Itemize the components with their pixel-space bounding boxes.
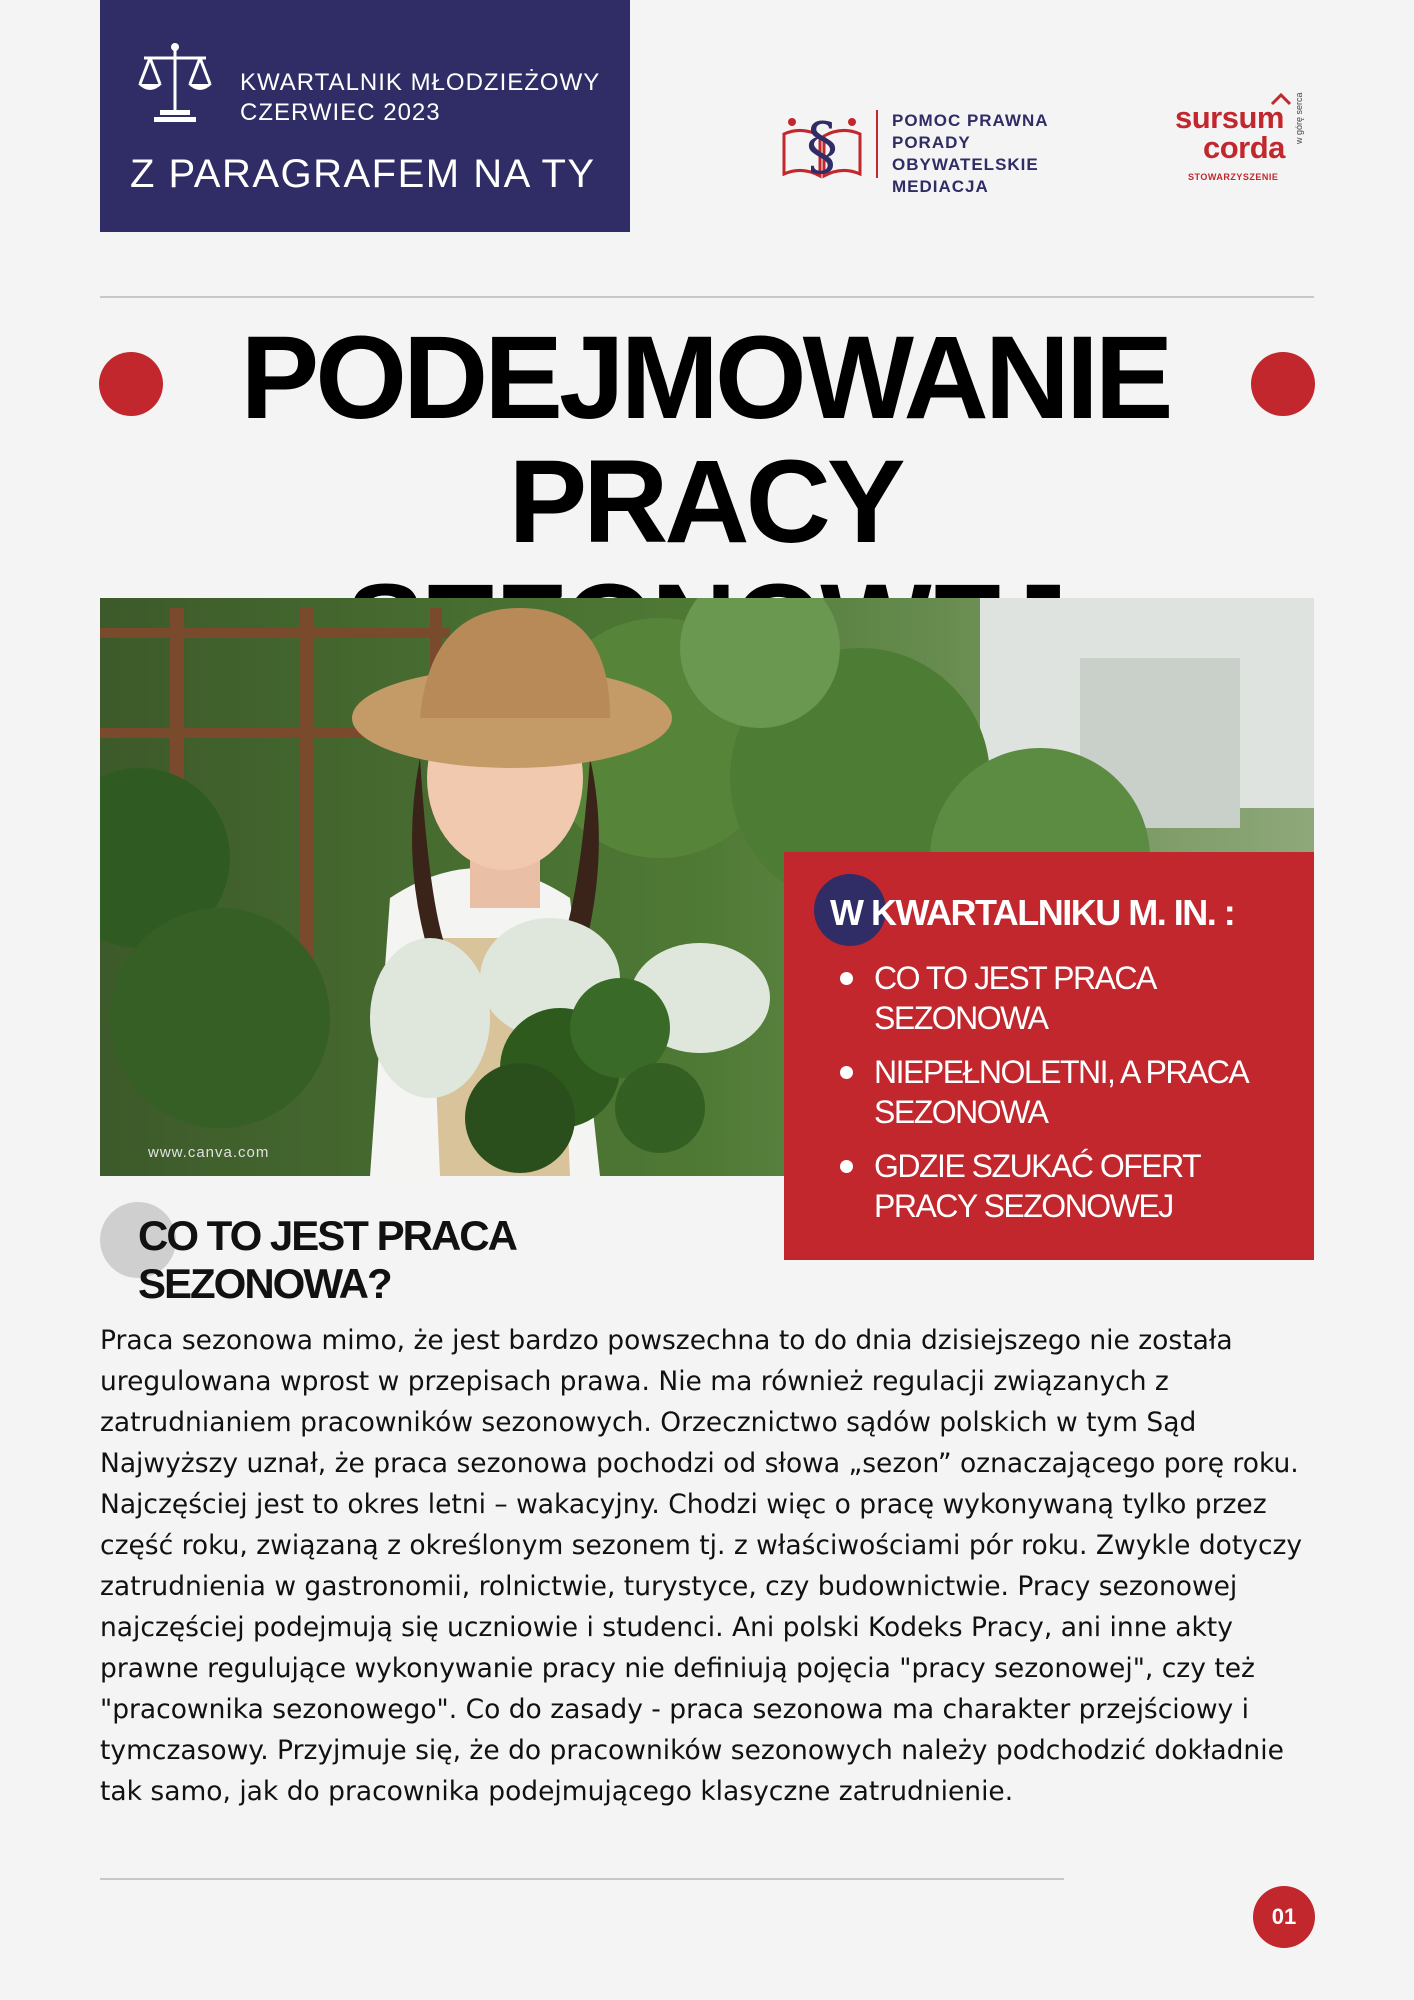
highlight-item-text: CO TO JEST PRACA SEZONOWA (874, 960, 1155, 1036)
bullet-dot (840, 1066, 853, 1079)
pomoc-line-2: PORADY OBYWATELSKIE (892, 133, 1039, 174)
sursum-subtitle: STOWARZYSZENIE (1188, 172, 1279, 182)
title-line-2: PRACY (508, 436, 902, 568)
pomoc-prawna-text (892, 110, 1120, 198)
pomoc-line-1: POMOC PRAWNA (892, 111, 1049, 130)
highlights-heading: W KWARTALNIKU M. IN. : (830, 892, 1235, 933)
pomoc-prawna-logo (780, 104, 1120, 196)
paragraph-book-icon (780, 104, 864, 184)
section-body: Praca sezonowa mimo, że jest bardzo powszechna to do dnia dzisiejszego nie została uregulowana wprost w przepisach prawa. Nie ma również regulacji związanych z zatrudnianiem pracowników sezonowych. Orzecznictwo sądów polskich w tym Sąd Najwyższy uznał, że praca sezonowa pochodzi od słowa „sezon” oznaczającego porę roku. Najczęściej jest to okres letni – wakacyjny. Chodzi więc o pracę wykonywaną tylko przez część roku, związaną z określonym sezonem tj. z właściwościami pór roku. Zwykle dotyczy zatrudnienia w gastronomii, rolnictwie, turystyce, czy budownictwie. Pracy sezonowej najczęściej podejmują się uczniowie i studenci. Ani polski Kodeks Pracy, ani inne akty prawne regulujące wykonywanie pracy nie definiują pojęcia "pracy sezonowej", czy też "pracownika sezonowego". Co do zasady - praca sezonowa ma charakter przejściowy i tymczasowy. Przyjmuje się, że do pracowników sezonowych należy podchodzić dokładnie tak samo, jak do pracownika podejmującego klasyczne zatrudnienie. (100, 1325, 1303, 1807)
bullet-dot (840, 1160, 853, 1173)
header-box (100, 0, 630, 232)
photo-watermark: www.canva.com (148, 1144, 270, 1161)
corda-word: corda (1203, 130, 1285, 165)
highlight-item-text: NIEPEŁNOLETNI, A PRACA SEZONOWA (874, 1054, 1247, 1130)
svg-text:§: § (806, 110, 838, 184)
page-number: 01 (1253, 1886, 1315, 1948)
series-title: Z PARAGRAFEM NA TY (130, 152, 596, 196)
magazine-kicker (240, 68, 600, 128)
kicker-line-2: CZERWIEC 2023 (240, 99, 441, 126)
title-line-1: PODEJMOWANIE (240, 312, 1170, 444)
highlights-list (838, 958, 1298, 1240)
section-heading: CO TO JEST PRACA SEZONOWA? (138, 1212, 515, 1307)
highlight-item-text: GDZIE SZUKAĆ OFERT PRACY SEZONOWEJ (874, 1148, 1200, 1224)
sursum-word: sursum (1175, 100, 1284, 135)
bottom-divider (100, 1878, 1064, 1880)
logo-divider (876, 110, 878, 178)
kicker-line-1: KWARTALNIK MŁODZIEŻOWY (240, 69, 601, 96)
highlight-item (838, 958, 1298, 1038)
highlight-item (838, 1146, 1298, 1226)
sursum-corda-logo (1170, 92, 1320, 188)
highlights-box (784, 852, 1314, 1260)
top-divider (100, 296, 1314, 298)
highlight-item (838, 1052, 1298, 1132)
sursum-vertical-text: w górę serca (1294, 92, 1304, 144)
bullet-dot (840, 972, 853, 985)
pomoc-line-3: MEDIACJA (892, 177, 989, 196)
scales-of-justice-icon (130, 38, 220, 128)
